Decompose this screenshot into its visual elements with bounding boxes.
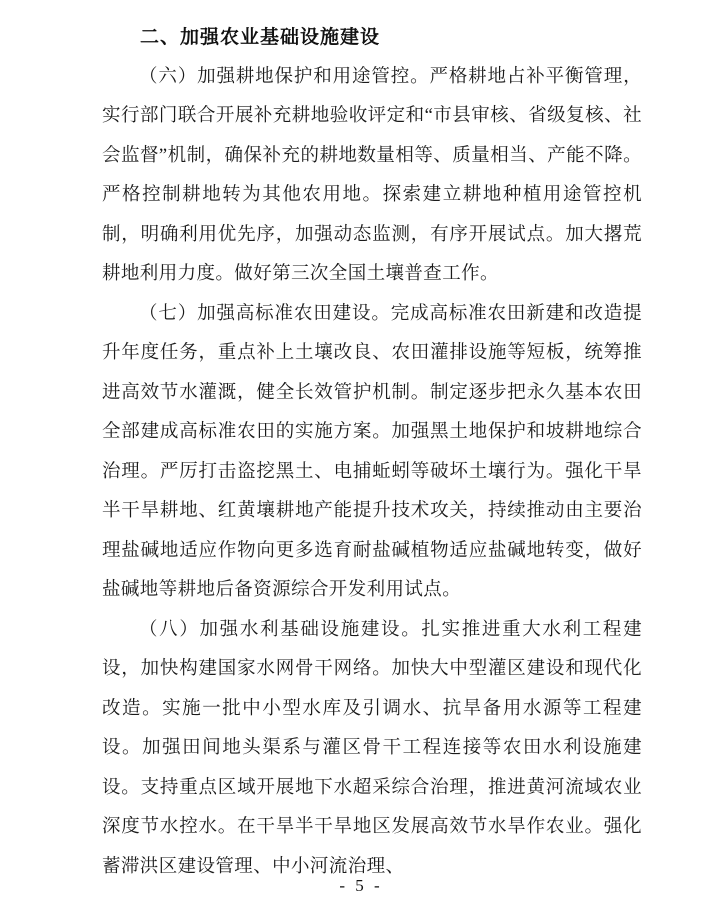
document-body (102, 18, 642, 887)
paragraph-item-6: （六）加强耕地保护和用途管控。严格耕地占补平衡管理，实行部门联合开展补充耕地验收评定和“市县审核、省级复核、社会监督”机制，确保补充的耕地数量相等、质量相当、产能不降。严格控制耕地转为其他农用地。探索建立耕地种植用途管控机制，明确利用优先序，加强动态监测，有序开展试点。加大撂荒耕地利用力度。做好第三次全国土壤普查工作。 (102, 66, 642, 284)
page-number: - 5 - (339, 876, 383, 895)
paragraph-item-8: （八）加强水利基础设施建设。扎实推进重大水利工程建设，加快构建国家水网骨干网络。加快大中型灌区建设和现代化改造。实施一批中小型水库及引调水、抗旱备用水源等工程建设。加强田间地头渠系与灌区骨干工程连接等农田水利设施建设。支持重点区域开展地下水超采综合治理，推进黄河流域农业深度节水控水。在干旱半干旱地区发展高效节水旱作农业。强化蓄滞洪区建设管理、中小河流治理、 (102, 619, 642, 877)
section-heading: 二、加强农业基础设施建设 (140, 27, 381, 48)
paragraph-item-7: （七）加强高标准农田建设。完成高标准农田新建和改造提升年度任务，重点补上土壤改良、农田灌排设施等短板，统筹推进高效节水灌溉，健全长效管护机制。制定逐步把永久基本农田全部建成高标准农田的实施方案。加强黑土地保护和坡耕地综合治理。严厉打击盗挖黑土、电捕蚯蚓等破坏土壤行为。强化干旱半干旱耕地、红黄壤耕地产能提升技术攻关，持续推动由主要治理盐碱地适应作物向更多选育耐盐碱植物适应盐碱地转变，做好盐碱地等耕地后备资源综合开发利用试点。 (102, 303, 642, 600)
